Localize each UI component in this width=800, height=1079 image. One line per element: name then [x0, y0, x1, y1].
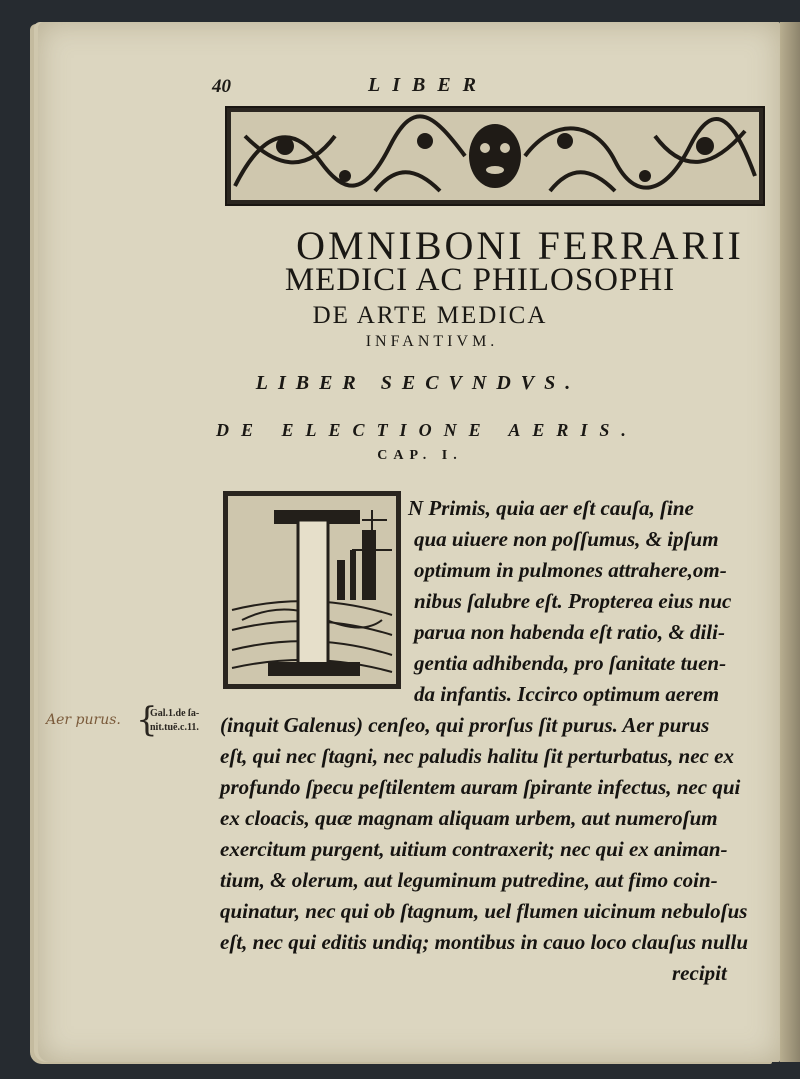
title-line-1: OMNIBONI FERRARII — [296, 223, 744, 268]
body-line-3: optimum in pulmones attrahere,om- — [414, 558, 727, 582]
title-line-4: INFANTIVM. — [365, 333, 499, 350]
page-number: 40 — [212, 76, 231, 97]
margin-note-line-2: nit.tuē.c.11. — [150, 722, 199, 733]
body-line-7: da infantis. Iccirco optimum aerem — [414, 682, 720, 706]
body-line-4: nibus ſalubre eſt. Propterea eius nuc — [414, 589, 732, 613]
running-head: LIBER — [368, 74, 489, 96]
body-line-11: ex cloacis, quæ magnam aliquam urbem, aut numeroſum — [220, 806, 718, 830]
body-line-15: eſt, nec qui editis undiq; montibus in cauo loco clauſus nullu — [220, 930, 749, 954]
chapter-number: CAP. I. — [377, 448, 463, 463]
chapter-title: DE ELECTIONE AERIS. — [216, 420, 638, 440]
body-line-10: profundo ſpecu peſtilentem auram ſpirante infectus, nec qui — [220, 775, 741, 799]
body-line-14: quinatur, nec qui ob ſtagnum, uel flumen uicinum nebuloſus — [220, 899, 748, 923]
handwritten-annotation: Aer purus. — [46, 712, 121, 728]
body-line-5: parua non habenda eſt ratio, & dili- — [414, 620, 725, 644]
page-header — [0, 72, 800, 102]
body-line-6: gentia adhibenda, pro ſanitate tuen- — [414, 651, 727, 675]
title-line-3: DE ARTE MEDICA — [312, 302, 548, 329]
margin-brace-icon: { — [136, 700, 158, 740]
book-heading: LIBER SECVNDVS. — [255, 372, 581, 394]
body-line-12: exercitum purgent, uitium contraxerit; nec qui ex animan- — [220, 837, 728, 861]
title-line-2: MEDICI AC PHILOSOPHI — [284, 262, 676, 298]
body-line-9: eſt, qui nec ſtagni, nec paludis halitu ſit perturbatus, nec ex — [220, 744, 734, 768]
body-line-13: tium, & olerum, aut leguminum putredine, aut fimo coin- — [220, 868, 718, 892]
woodcut-initial-I-icon — [222, 490, 402, 690]
body-line-16: recipit — [672, 961, 727, 985]
decorative-headpiece-icon — [225, 106, 765, 206]
body-line-1: N Primis, quia aer eſt cauſa, ſine — [408, 496, 694, 520]
body-line-8: (inquit Galenus) cenſeo, qui prorſus ſit purus. Aer purus — [220, 713, 710, 737]
body-line-2: qua uiuere non poſſumus, & ipſum — [414, 527, 719, 551]
margin-note-line-1: Gal.1.de ſa- — [150, 708, 200, 719]
page-edge — [780, 22, 800, 1062]
